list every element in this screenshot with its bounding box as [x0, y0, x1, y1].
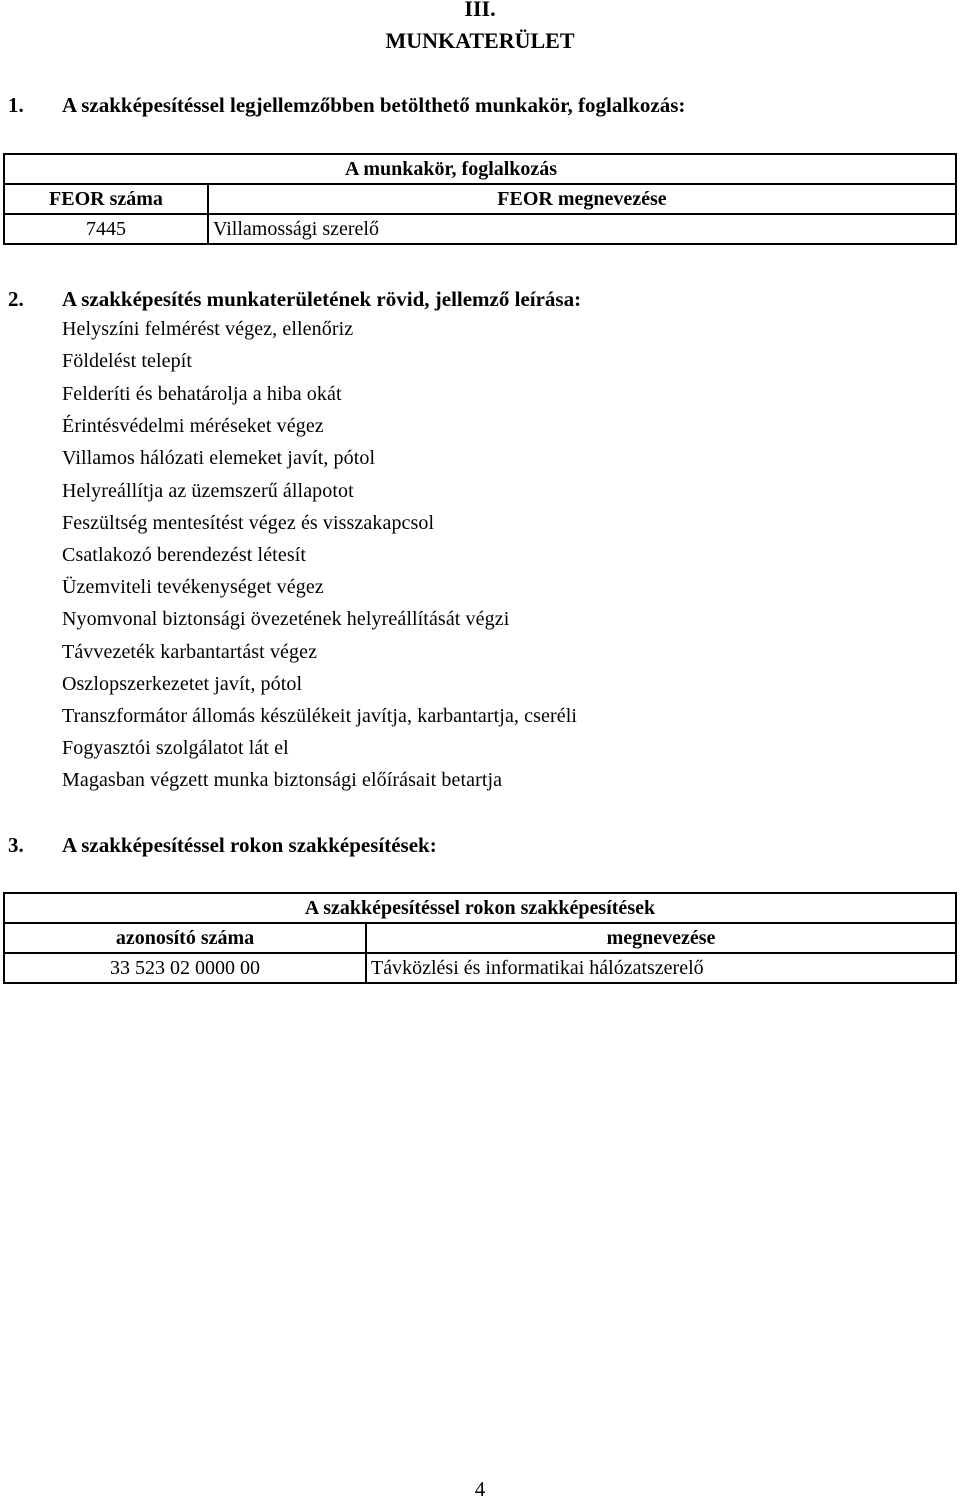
section3-number: 3.	[8, 833, 24, 857]
page-number: 4	[474, 1477, 486, 1501]
feor-table	[3, 153, 957, 245]
list-item: Üzemviteli tevékenységet végez	[62, 576, 324, 598]
related-table-subheader-row	[4, 923, 956, 953]
section2-heading: A szakképesítés munkaterületének rövid, jellemző leírása:	[62, 287, 582, 311]
feor-col1-header: FEOR száma	[4, 184, 208, 214]
feor-code-cell: 7445	[4, 214, 208, 244]
list-item: Feszültség mentesítést végez és visszakapcsol	[62, 512, 435, 534]
list-item: Távvezeték karbantartást végez	[62, 641, 318, 663]
list-item: Felderíti és behatárolja a hiba okát	[62, 383, 342, 405]
related-name-cell: Távközlési és informatikai hálózatszerelő	[366, 953, 956, 983]
feor-table-header-row	[4, 154, 956, 184]
related-group-header: A szakképesítéssel rokon szakképesítések	[4, 893, 956, 923]
section2-number: 2.	[8, 287, 24, 311]
list-item: Földelést telepít	[62, 350, 193, 372]
list-item: Transzformátor állomás készülékeit javítja, karbantartja, cseréli	[62, 705, 578, 727]
list-item: Helyszíni felmérést végez, ellenőriz	[62, 318, 354, 340]
related-qualifications-table	[3, 892, 957, 984]
list-item: Érintésvédelmi méréseket végez	[62, 415, 324, 437]
list-item: Magasban végzett munka biztonsági előírásait betartja	[62, 769, 503, 791]
feor-group-header: A munkakör, foglalkozás	[208, 154, 956, 184]
section1-heading: A szakképesítéssel legjellemzőbben betölthető munkakör, foglalkozás:	[62, 93, 686, 117]
list-item: Csatlakozó berendezést létesít	[62, 544, 307, 566]
list-item: Nyomvonal biztonsági övezetének helyreállítását végzi	[62, 608, 510, 630]
related-col1-header: azonosító száma	[4, 923, 366, 953]
table-row	[4, 953, 956, 983]
feor-col2-header: FEOR megnevezése	[208, 184, 956, 214]
table-row	[4, 214, 956, 244]
list-item: Villamos hálózati elemeket javít, pótol	[62, 447, 376, 469]
feor-name-cell: Villamossági szerelő	[208, 214, 956, 244]
related-table-header-row	[4, 893, 956, 923]
feor-table-empty-cell	[4, 154, 208, 184]
list-item: Oszlopszerkezetet javít, pótol	[62, 673, 303, 695]
section3-heading: A szakképesítéssel rokon szakképesítések:	[62, 833, 437, 857]
related-col2-header: megnevezése	[366, 923, 956, 953]
list-item: Fogyasztói szolgálatot lát el	[62, 737, 289, 759]
page-title: MUNKATERÜLET	[385, 28, 575, 53]
section1-number: 1.	[8, 93, 24, 117]
feor-table-subheader-row	[4, 184, 956, 214]
related-code-cell: 33 523 02 0000 00	[4, 953, 366, 983]
section-roman-numeral: III.	[464, 0, 496, 21]
list-item: Helyreállítja az üzemszerű állapotot	[62, 480, 354, 502]
